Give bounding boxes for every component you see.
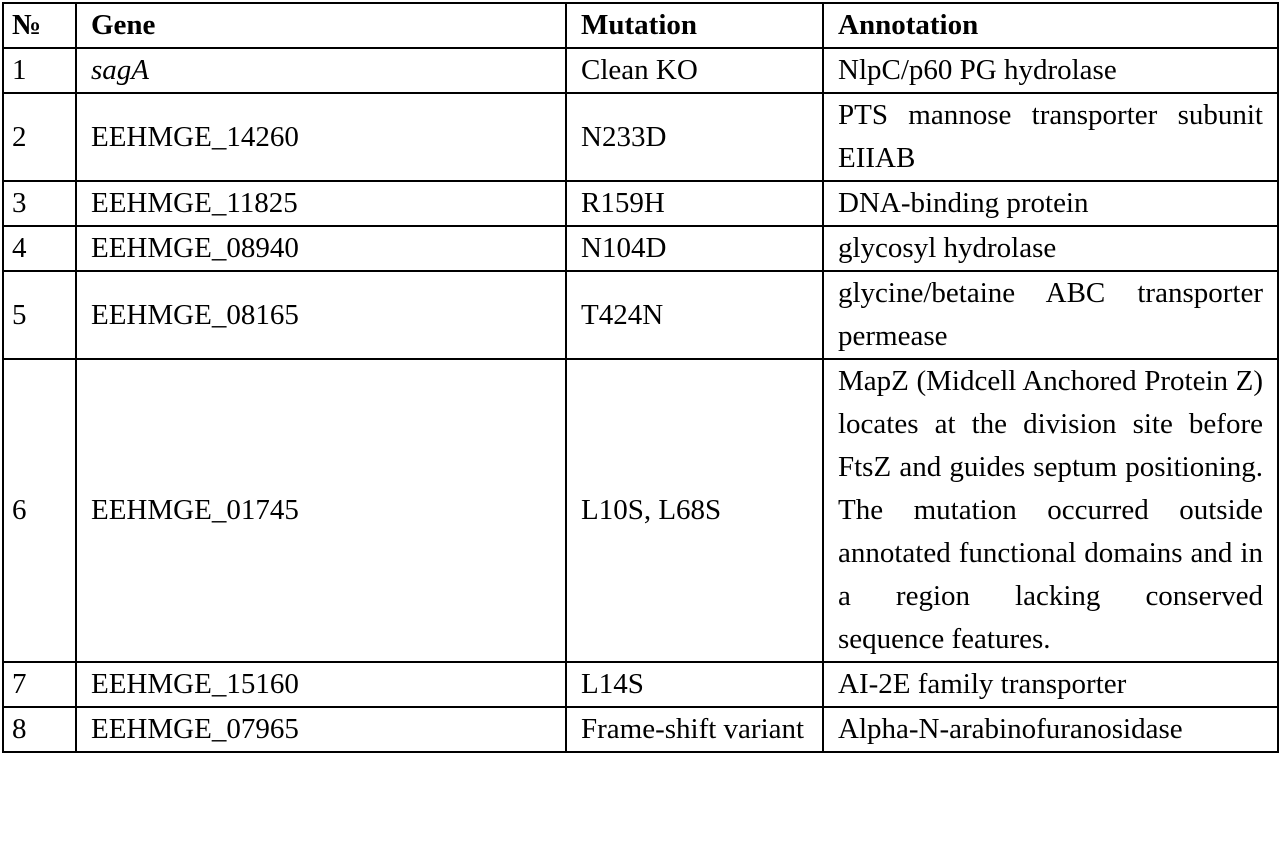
table-row <box>3 707 1278 752</box>
cell-mutation: N104D <box>566 226 823 271</box>
cell-annotation: glycine/betaine ABC transporter permease <box>823 271 1278 359</box>
cell-annotation: PTS mannose transporter subunit EIIAB <box>823 93 1278 181</box>
cell-mutation: L14S <box>566 662 823 707</box>
cell-gene: EEHMGE_08940 <box>76 226 566 271</box>
cell-number: 5 <box>3 271 76 359</box>
cell-mutation: Frame-shift variant <box>566 707 823 752</box>
cell-gene: EEHMGE_01745 <box>76 359 566 662</box>
table-row <box>3 662 1278 707</box>
header-mutation: Mutation <box>566 3 823 48</box>
header-number: № <box>3 3 76 48</box>
cell-gene: EEHMGE_15160 <box>76 662 566 707</box>
cell-annotation: Alpha-N-arabinofuranosidase <box>823 707 1278 752</box>
mutation-table <box>2 2 1279 753</box>
cell-gene: EEHMGE_11825 <box>76 181 566 226</box>
table-row <box>3 226 1278 271</box>
cell-number: 3 <box>3 181 76 226</box>
cell-number: 1 <box>3 48 76 93</box>
header-annotation: Annotation <box>823 3 1278 48</box>
cell-annotation: NlpC/p60 PG hydrolase <box>823 48 1278 93</box>
cell-annotation: glycosyl hydrolase <box>823 226 1278 271</box>
table-row <box>3 359 1278 662</box>
cell-number: 6 <box>3 359 76 662</box>
table-header-row <box>3 3 1278 48</box>
cell-number: 7 <box>3 662 76 707</box>
table-row <box>3 48 1278 93</box>
cell-annotation: AI-2E family transporter <box>823 662 1278 707</box>
cell-mutation: N233D <box>566 93 823 181</box>
table-row <box>3 181 1278 226</box>
cell-mutation: Clean KO <box>566 48 823 93</box>
cell-number: 2 <box>3 93 76 181</box>
cell-annotation: MapZ (Midcell Anchored Protein Z) locates at the division site before FtsZ and guides septum positioning. The mutation occurred outside annotated functional domains and in a region lacking conserved sequence features. <box>823 359 1278 662</box>
table-row <box>3 271 1278 359</box>
cell-gene: EEHMGE_08165 <box>76 271 566 359</box>
cell-gene: EEHMGE_07965 <box>76 707 566 752</box>
cell-annotation: DNA-binding protein <box>823 181 1278 226</box>
table-row <box>3 93 1278 181</box>
header-gene: Gene <box>76 3 566 48</box>
cell-mutation: T424N <box>566 271 823 359</box>
cell-number: 8 <box>3 707 76 752</box>
cell-number: 4 <box>3 226 76 271</box>
cell-gene: EEHMGE_14260 <box>76 93 566 181</box>
cell-gene: sagA <box>76 48 566 93</box>
cell-mutation: R159H <box>566 181 823 226</box>
cell-mutation: L10S, L68S <box>566 359 823 662</box>
